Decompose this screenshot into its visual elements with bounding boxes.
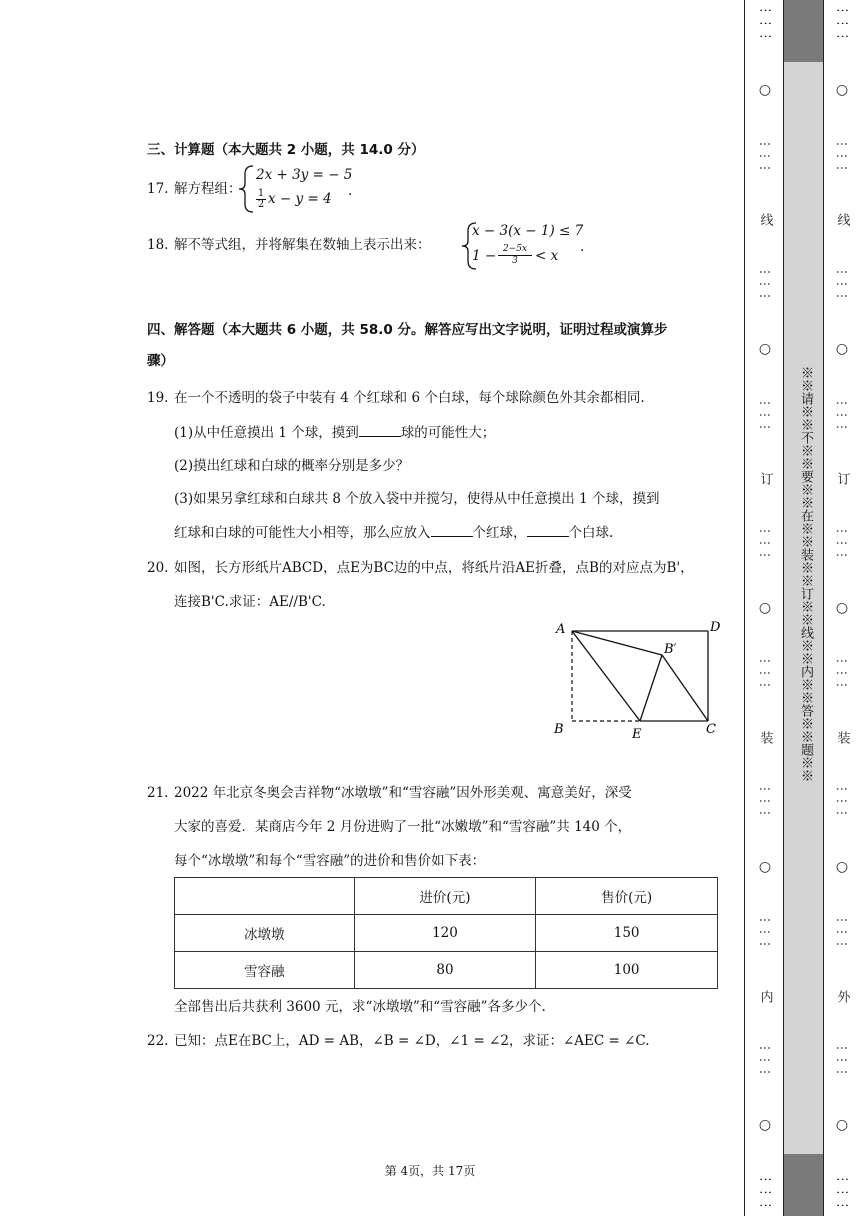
circle-mark: ○: [758, 1117, 772, 1134]
section-4-title-line-2: 骤）: [147, 353, 174, 369]
q20-line-1: 如图，长方形纸片ABCD，点E为BC边的中点，将纸片沿AE折叠，点B的对应点为B'，: [174, 560, 694, 576]
circle-mark: ○: [835, 599, 849, 616]
q18-end: .: [580, 239, 585, 255]
q19-blank-2: [431, 522, 473, 537]
table-cell: 冰墩墩: [175, 915, 355, 952]
circle-mark: ○: [758, 599, 772, 616]
q19-part-1-pre: (1)从中任意摸出 1 个球，摸到: [174, 425, 359, 441]
binding-inner-column: ⋮⋮⋮ ○ ⋮⋮⋮ 线 ⋮⋮⋮ ○ ⋮⋮⋮ 订 ⋮⋮⋮ ○ ⋮⋮⋮ 装 ⋮⋮⋮ ○ ⋮⋮⋮ 内 ⋮⋮⋮ ○ ⋮⋮⋮: [757, 4, 773, 1212]
binding-notice: ※※请※※不※※要※※在※※装※※订※※线※※内※※答※※题※※: [798, 366, 813, 782]
label-D: D: [710, 620, 721, 635]
binding-char-outer: 外: [834, 989, 850, 1003]
circle-mark: ○: [758, 858, 772, 875]
q19-part-2: (2)摸出红球和白球的概率分别是多少？: [174, 458, 410, 474]
q18-frac-num: 2−5x: [498, 244, 532, 256]
q22-number: 22.: [147, 1033, 169, 1049]
label-E: E: [632, 727, 642, 742]
circle-mark: ○: [758, 341, 772, 358]
binding-dark-top: [784, 0, 823, 62]
q21-line-1: 2022 年北京冬奥会吉祥物“冰墩墩”和“雪容融”因外形美观、寓意美好，深受: [174, 785, 632, 801]
circle-mark: ○: [835, 341, 849, 358]
table-cell: 雪容融: [175, 952, 355, 989]
seg-B-prime-E: [640, 655, 662, 721]
page-footer: 第 4页，共 17页: [384, 1164, 476, 1178]
table-cell: 120: [354, 915, 536, 952]
q19-part-1: [174, 422, 495, 443]
price-table: [174, 877, 718, 989]
q19-blank-3: [527, 522, 569, 537]
q19-text: 在一个不透明的袋子中装有 4 个红球和 6 个白球，每个球除颜色外其余都相同.: [174, 390, 645, 406]
circle-mark: ○: [835, 82, 849, 99]
binding-char-bind-outer: 装: [834, 730, 850, 744]
q19-blank-1: [359, 422, 401, 437]
q20-figure: [550, 615, 730, 743]
q21-line-2: 大家的喜爱．某商店今年 2 月份进购了一批“冰嫩墩”和“雪容融”共 140 个，: [174, 819, 632, 835]
binding-char-order-outer: 订: [834, 472, 850, 486]
q18-frac: [498, 244, 532, 267]
q19-part-1-post: 球的可能性大；: [400, 425, 496, 441]
seg-B-prime-C: [662, 655, 708, 721]
q20-line-2: 连接B'C.求证：AE//B'C.: [174, 594, 326, 610]
binding-char-line-outer: 线: [834, 213, 850, 227]
circle-mark: ○: [835, 1117, 849, 1134]
q22-text: 已知：点E在BC上，AD = AB，∠B = ∠D，∠1 = ∠2，求证：∠AEC = ∠C.: [174, 1033, 650, 1049]
seg-AB-prime: [572, 631, 662, 655]
q18-text: 解不等式组，并将解集在数轴上表示出来：: [174, 237, 431, 253]
q17-frac-den: 2: [257, 199, 265, 210]
label-A: A: [556, 622, 566, 637]
q19-part-3-line-2: [174, 522, 613, 543]
table-header-cell: 售价(元): [536, 878, 718, 915]
q18-ineq2-post: < x: [535, 248, 559, 264]
binding-char-bind: 装: [757, 730, 773, 744]
binding-char-inner: 内: [757, 989, 773, 1003]
table-header-row: [175, 878, 718, 915]
circle-mark: ○: [835, 858, 849, 875]
q17-number: 17.: [147, 181, 169, 197]
q17-frac-num: 1: [257, 188, 265, 199]
q17-text: 解方程组：: [174, 181, 242, 197]
q18-inequality-1: x − 3(x − 1) ≤ 7: [472, 223, 584, 239]
q18-frac-den: 3: [512, 256, 518, 266]
table-cell: 100: [536, 952, 718, 989]
table-cell: 80: [354, 952, 536, 989]
table-header-cell: [175, 878, 355, 915]
q18-number: 18.: [147, 237, 169, 253]
q19-number: 19.: [147, 390, 169, 406]
q19-part-3-b: 个红球，: [472, 525, 527, 541]
table-row: [175, 952, 718, 989]
binding-char-order: 订: [757, 472, 773, 486]
q20-number: 20.: [147, 560, 169, 576]
binding-dark-bottom: [784, 1154, 823, 1216]
section-3-title: 三、计算题（本大题共 2 小题，共 14.0 分）: [147, 142, 425, 158]
label-B: B: [554, 722, 564, 737]
label-C: C: [706, 722, 716, 737]
binding-char-line: 线: [757, 213, 773, 227]
q17-equation-2: x − y = 4: [268, 191, 332, 207]
q17-equation-1: 2x + 3y = − 5: [256, 167, 353, 183]
q19-part-3-a: 红球和白球的可能性大小相等，那么应放入: [174, 525, 431, 541]
label-B-prime: B′: [664, 642, 677, 657]
binding-outer-column: ⋮⋮⋮ ○ ⋮⋮⋮ 线 ⋮⋮⋮ ○ ⋮⋮⋮ 订 ⋮⋮⋮ ○ ⋮⋮⋮ 装 ⋮⋮⋮ ○ ⋮⋮⋮ 外 ⋮⋮⋮ ○ ⋮⋮⋮: [834, 4, 850, 1212]
q17-end: .: [348, 183, 353, 199]
q18-ineq2-pre: 1 −: [472, 248, 497, 264]
q21-line-3: 每个“冰墩墩”和每个“雪容融”的进价和售价如下表：: [174, 853, 486, 869]
table-row: [175, 915, 718, 952]
fold-AE: [572, 631, 640, 721]
q21-line-4: 全部售出后共获利 3600 元，求“冰墩墩”和“雪容融”各多少个.: [174, 999, 546, 1015]
q19-part-3-line-1: (3)如果另拿红球和白球共 8 个放入袋中并搅匀，使得从中任意摸出 1 个球，摸到: [174, 491, 660, 507]
q21-number: 21.: [147, 785, 169, 801]
q19-part-3-c: 个白球.: [568, 525, 614, 541]
table-header-cell: 进价(元): [354, 878, 536, 915]
q17-frac: [256, 189, 266, 210]
circle-mark: ○: [758, 82, 772, 99]
section-4-title-line-1: 四、解答题（本大题共 6 小题，共 58.0 分。解答应写出文字说明，证明过程或演算步: [147, 322, 668, 338]
table-cell: 150: [536, 915, 718, 952]
